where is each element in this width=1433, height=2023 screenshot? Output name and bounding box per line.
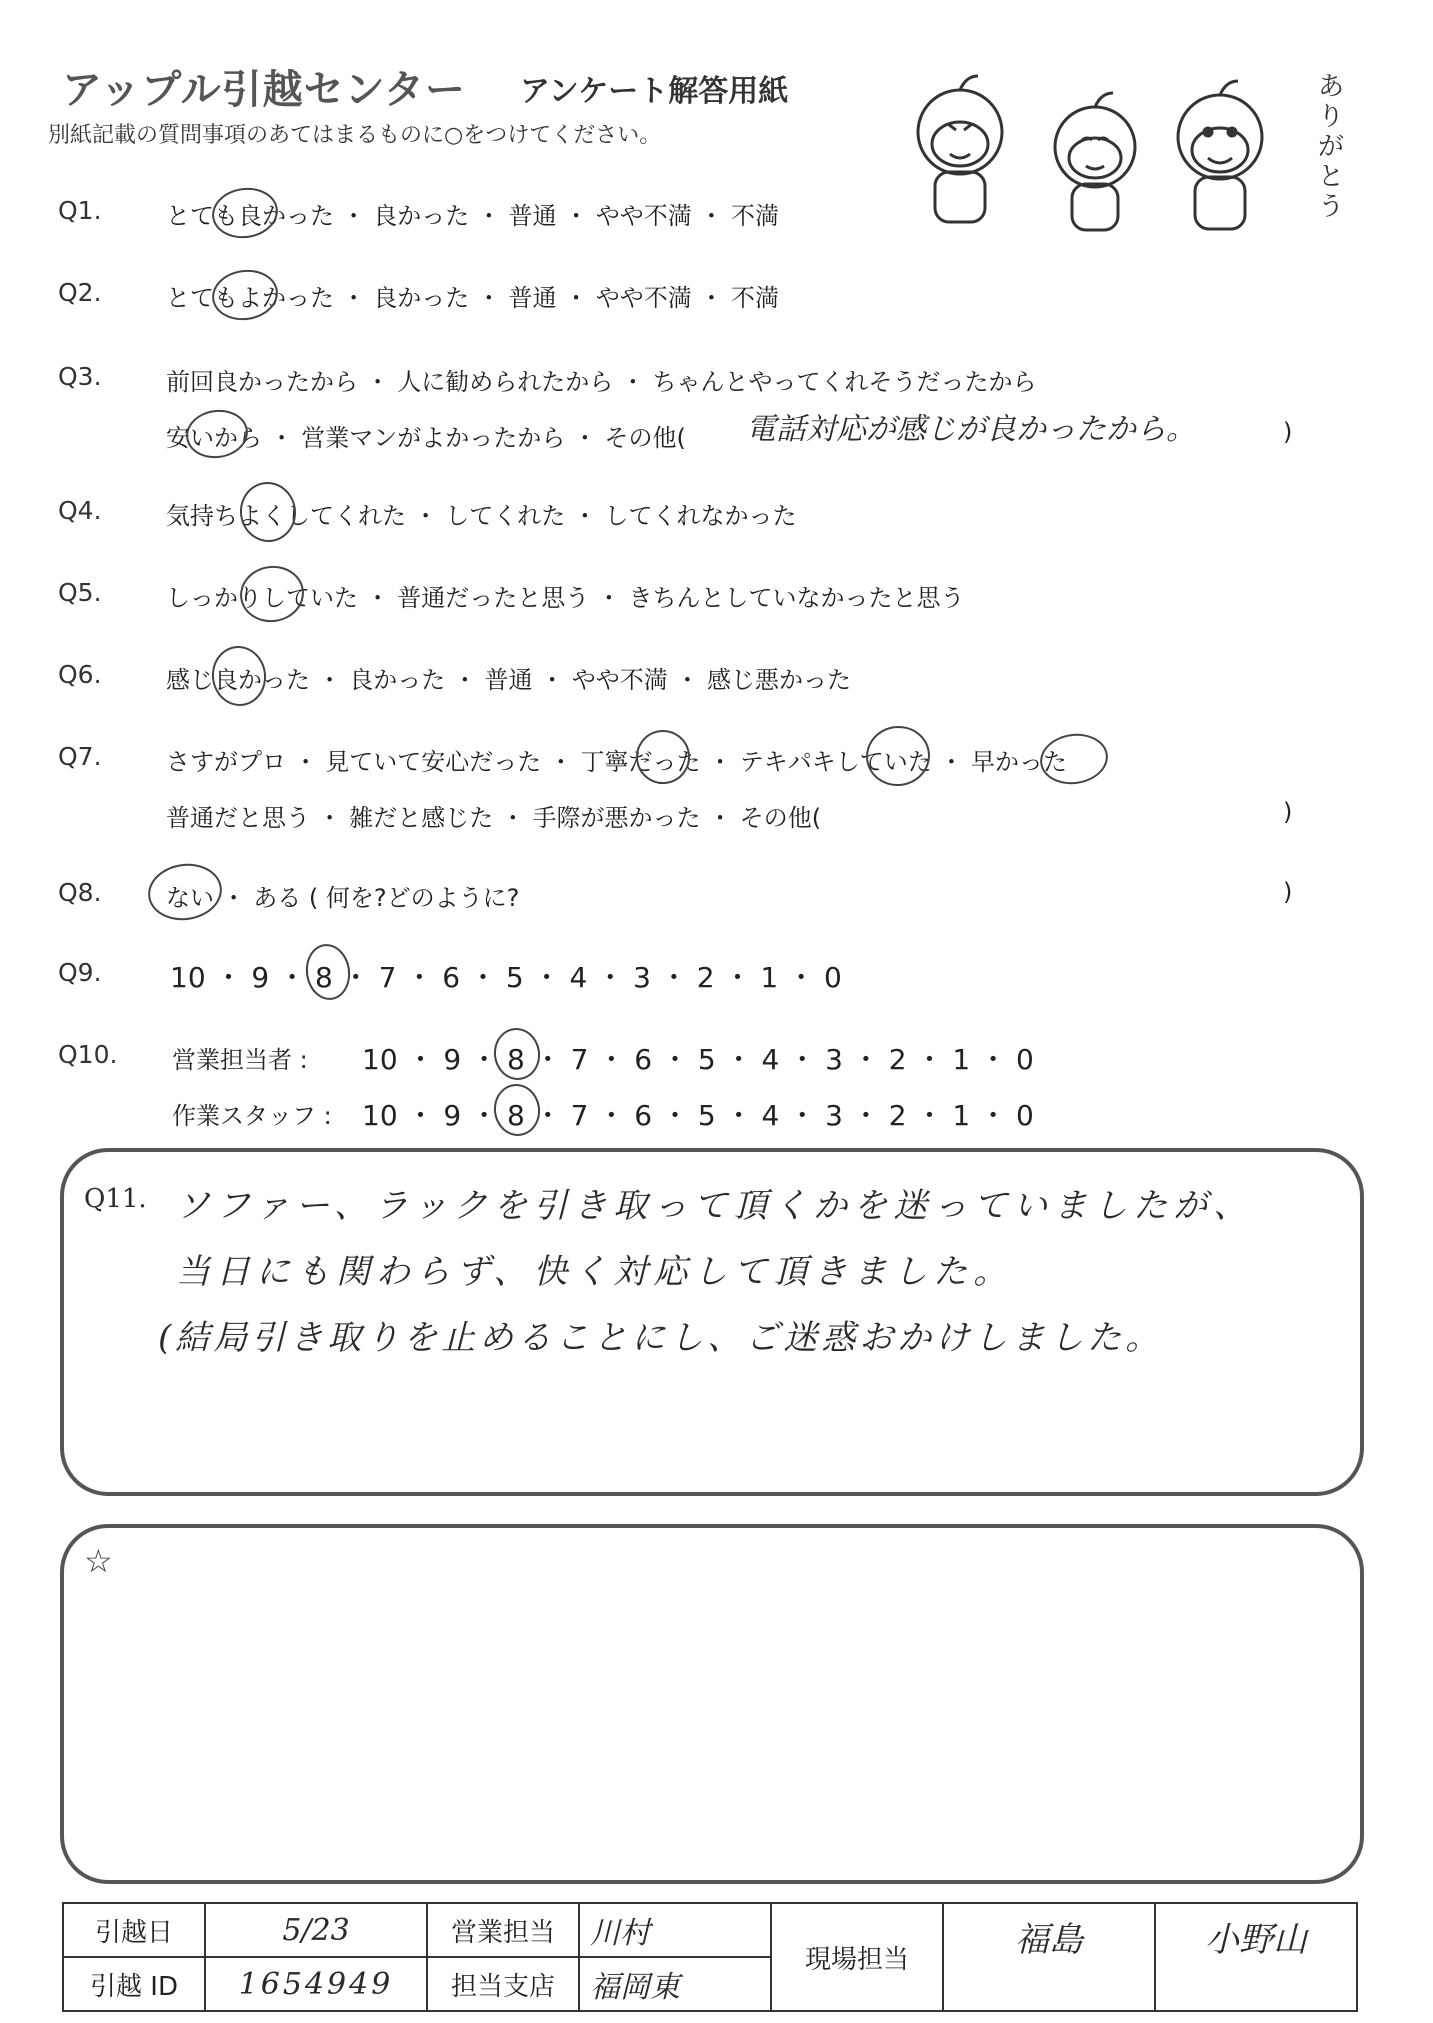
thanks-text: ありがとう [1318,72,1345,222]
q11-comment-line3: (結局引き取りを止めることにし、ご迷惑おかけしました。 [158,1318,1164,1358]
site-staff-label: 現場担当 [771,1903,943,2011]
move-date-label: 引越日 [63,1903,205,1957]
q5-options: しっかりしていた ・ 普通だったと思う ・ きちんとしていなかったと思う [166,584,965,612]
q6-answer-circle [208,643,270,710]
q1-options: とても良かった ・ 良かった ・ 普通 ・ やや不満 ・ 不満 [166,202,780,230]
footer-info-table [62,1902,1358,2012]
site-staff-2: 小野山 [1155,1903,1357,2011]
q7-number: Q7. [58,742,102,771]
company-title: アップル引越センター [62,67,466,113]
q7-answer-circle-3 [1037,730,1111,789]
q7-answer-circle-2 [862,722,934,790]
sales-rep-value: 川村 [579,1903,771,1957]
move-id-value: 1654949 [205,1957,427,2011]
q7-answer-circle-1 [633,727,694,788]
q11-comment-line2: 当日にも関わらず、快く対応して頂きました。 [176,1252,1014,1292]
site-staff-1: 福島 [943,1903,1155,2011]
q10-sales-label: 営業担当者 : [172,1046,308,1074]
q5-answer-circle [236,562,307,626]
q2-number: Q2. [58,278,102,307]
q8-answer-circle [144,859,225,925]
q4-answer-circle [236,478,300,545]
q11-number: Q11. [84,1184,147,1214]
q3-options-line1: 前回良かったから ・ 人に勧められたから ・ ちゃんとやってくれそうだったから [166,368,1037,396]
q11-comment-line1: ソファー、ラックを引き取って頂くかを迷っていましたが、 [176,1186,1254,1226]
q9-number: Q9. [58,958,102,987]
branch-label: 担当支店 [427,1957,579,2011]
q8-close-paren: ) [1283,878,1293,906]
branch-value: 福岡東 [579,1957,771,2011]
q1-answer-circle [209,184,281,243]
q3-other-answer: 電話対応が感じが良かったから。 [746,412,1196,447]
q10-sales-options: 10 ・ 9 ・ 8 ・ 7 ・ 6 ・ 5 ・ 4 ・ 3 ・ 2 ・ 1 ・ 0 [362,1043,1034,1076]
star-mark: ☆ [84,1542,113,1580]
star-comment-box [60,1524,1364,1884]
q2-answer-circle [209,266,281,325]
q3-close-paren: ) [1283,418,1293,446]
q7-options-line1: さすがプロ ・ 見ていて安心だった ・ 丁寧だった ・ テキパキしていた ・ 早かった [166,748,1068,776]
q5-number: Q5. [58,578,102,607]
q3-number: Q3. [58,362,102,391]
q6-number: Q6. [58,660,102,689]
q10-staff-label: 作業スタッフ : [172,1102,332,1130]
q3-answer-circle [183,406,251,462]
q2-options: とてもよかった ・ 良かった ・ 普通 ・ やや不満 ・ 不満 [166,284,780,312]
q4-options: 気持ちよくしてくれた ・ してくれた ・ してくれなかった [166,502,797,530]
q10-number: Q10. [58,1040,118,1069]
q7-close-paren: ) [1283,798,1293,826]
q1-number: Q1. [58,196,102,225]
q7-options-line2: 普通だと思う ・ 雑だと感じた ・ 手際が悪かった ・ その他( [166,804,822,832]
q4-number: Q4. [58,496,102,525]
move-date-value: 5/23 [205,1903,427,1957]
q10-staff-options: 10 ・ 9 ・ 8 ・ 7 ・ 6 ・ 5 ・ 4 ・ 3 ・ 2 ・ 1 ・ 0 [362,1099,1034,1132]
move-id-label: 引越 ID [63,1957,205,2011]
mascot-illustration [890,62,1310,242]
instruction-text: 別紙記載の質問事項のあてはまるものに○をつけてください。 [48,123,662,148]
q8-options: ない ・ ある ( 何を?どのように? [166,884,520,912]
q9-options: 10 ・ 9 ・ 8 ・ 7 ・ 6 ・ 5 ・ 4 ・ 3 ・ 2 ・ 1 ・ 0 [170,961,842,994]
q8-number: Q8. [58,878,102,907]
sales-rep-label: 営業担当 [427,1903,579,1957]
q3-options-line2: 安いから ・ 営業マンがよかったから ・ その他( [166,424,686,452]
form-subtitle: アンケート解答用紙 [520,74,789,109]
q6-options: 感じ良かった ・ 良かった ・ 普通 ・ やや不満 ・ 感じ悪かった [166,666,852,694]
